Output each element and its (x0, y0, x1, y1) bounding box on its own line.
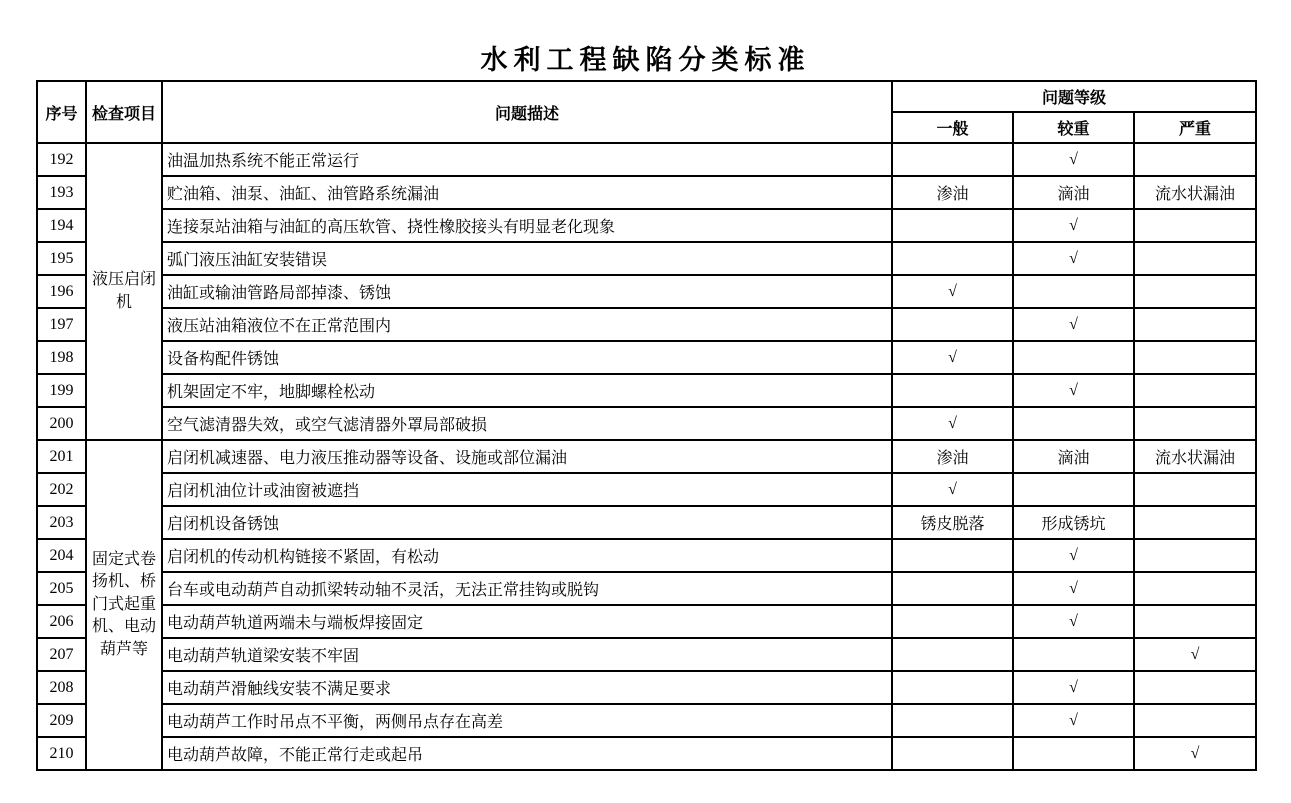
grade-serious-cell: 滴油 (1013, 440, 1134, 473)
description-cell: 电动葫芦故障，不能正常行走或起吊 (162, 737, 892, 770)
inspection-item-group-cell: 液压启闭机 (86, 143, 162, 440)
grade-severe-cell (1134, 407, 1256, 440)
row-no-cell: 194 (37, 209, 86, 242)
grade-severe-cell (1134, 704, 1256, 737)
column-header-inspection-item: 检查项目 (86, 81, 162, 143)
description-cell: 电动葫芦轨道梁安装不牢固 (162, 638, 892, 671)
page-title: 水利工程缺陷分类标准 (480, 45, 811, 75)
grade-serious-cell (1013, 341, 1134, 374)
table-row (37, 176, 1256, 209)
grade-general-cell (892, 242, 1013, 275)
table-row (37, 539, 1256, 572)
grade-severe-cell: 流水状漏油 (1134, 440, 1256, 473)
column-header-severe: 严重 (1134, 112, 1256, 143)
table-row (37, 671, 1256, 704)
table-row (37, 275, 1256, 308)
row-no-cell: 209 (37, 704, 86, 737)
description-cell: 连接泵站油箱与油缸的高压软管、挠性橡胶接头有明显老化现象 (162, 209, 892, 242)
grade-serious-cell: √ (1013, 143, 1134, 176)
grade-general-cell (892, 572, 1013, 605)
row-no-cell: 206 (37, 605, 86, 638)
grade-serious-cell: √ (1013, 605, 1134, 638)
table-header (37, 81, 1256, 143)
grade-serious-cell (1013, 473, 1134, 506)
description-cell: 空气滤清器失效，或空气滤清器外罩局部破损 (162, 407, 892, 440)
description-cell: 贮油箱、油泵、油缸、油管路系统漏油 (162, 176, 892, 209)
table-row (37, 374, 1256, 407)
table-row (37, 143, 1256, 176)
description-cell: 机架固定不牢，地脚螺栓松动 (162, 374, 892, 407)
row-no-cell: 204 (37, 539, 86, 572)
description-cell: 台车或电动葫芦自动抓梁转动轴不灵活，无法正常挂钩或脱钩 (162, 572, 892, 605)
column-header-grade-group: 问题等级 (892, 81, 1256, 112)
grade-general-cell (892, 704, 1013, 737)
grade-severe-cell (1134, 572, 1256, 605)
grade-serious-cell: √ (1013, 671, 1134, 704)
grade-severe-cell (1134, 506, 1256, 539)
grade-serious-cell: 滴油 (1013, 176, 1134, 209)
inspection-item-group-cell: 固定式卷扬机、桥门式起重机、电动葫芦等 (86, 440, 162, 770)
row-no-cell: 192 (37, 143, 86, 176)
grade-general-cell (892, 737, 1013, 770)
table-row (37, 506, 1256, 539)
row-no-cell: 207 (37, 638, 86, 671)
row-no-cell: 198 (37, 341, 86, 374)
table-row (37, 572, 1256, 605)
row-no-cell: 193 (37, 176, 86, 209)
grade-serious-cell: √ (1013, 374, 1134, 407)
grade-general-cell (892, 605, 1013, 638)
grade-general-cell (892, 374, 1013, 407)
grade-serious-cell (1013, 737, 1134, 770)
description-cell: 电动葫芦工作时吊点不平衡，两侧吊点存在高差 (162, 704, 892, 737)
column-header-description: 问题描述 (162, 81, 892, 143)
row-no-cell: 201 (37, 440, 86, 473)
table-row (37, 737, 1256, 770)
column-header-no: 序号 (37, 81, 86, 143)
table-row (37, 704, 1256, 737)
table-row (37, 242, 1256, 275)
grade-serious-cell: √ (1013, 308, 1134, 341)
row-no-cell: 205 (37, 572, 86, 605)
grade-serious-cell (1013, 638, 1134, 671)
grade-severe-cell (1134, 242, 1256, 275)
row-no-cell: 196 (37, 275, 86, 308)
grade-severe-cell (1134, 209, 1256, 242)
grade-serious-cell: √ (1013, 572, 1134, 605)
row-no-cell: 200 (37, 407, 86, 440)
grade-general-cell (892, 209, 1013, 242)
description-cell: 启闭机减速器、电力液压推动器等设备、设施或部位漏油 (162, 440, 892, 473)
grade-general-cell: √ (892, 341, 1013, 374)
row-no-cell: 203 (37, 506, 86, 539)
description-cell: 启闭机油位计或油窗被遮挡 (162, 473, 892, 506)
grade-general-cell: 渗油 (892, 176, 1013, 209)
grade-serious-cell: 形成锈坑 (1013, 506, 1134, 539)
grade-general-cell (892, 143, 1013, 176)
grade-serious-cell (1013, 407, 1134, 440)
grade-serious-cell: √ (1013, 704, 1134, 737)
grade-severe-cell (1134, 671, 1256, 704)
table-row (37, 473, 1256, 506)
row-no-cell: 195 (37, 242, 86, 275)
grade-serious-cell (1013, 275, 1134, 308)
description-cell: 弧门液压油缸安装错误 (162, 242, 892, 275)
grade-severe-cell (1134, 143, 1256, 176)
row-no-cell: 210 (37, 737, 86, 770)
grade-severe-cell (1134, 275, 1256, 308)
grade-general-cell: √ (892, 275, 1013, 308)
table-row (37, 440, 1256, 473)
defect-classification-table (36, 80, 1257, 771)
grade-severe-cell (1134, 473, 1256, 506)
grade-severe-cell: √ (1134, 737, 1256, 770)
row-no-cell: 208 (37, 671, 86, 704)
grade-severe-cell (1134, 374, 1256, 407)
grade-general-cell (892, 539, 1013, 572)
row-no-cell: 199 (37, 374, 86, 407)
column-header-serious: 较重 (1013, 112, 1134, 143)
table-row (37, 341, 1256, 374)
grade-general-cell: 渗油 (892, 440, 1013, 473)
description-cell: 启闭机设备锈蚀 (162, 506, 892, 539)
row-no-cell: 202 (37, 473, 86, 506)
description-cell: 油温加热系统不能正常运行 (162, 143, 892, 176)
grade-severe-cell: 流水状漏油 (1134, 176, 1256, 209)
grade-general-cell: √ (892, 407, 1013, 440)
grade-serious-cell: √ (1013, 539, 1134, 572)
table-row (37, 605, 1256, 638)
grade-general-cell: √ (892, 473, 1013, 506)
description-cell: 设备构配件锈蚀 (162, 341, 892, 374)
description-cell: 液压站油箱液位不在正常范围内 (162, 308, 892, 341)
grade-general-cell (892, 671, 1013, 704)
row-no-cell: 197 (37, 308, 86, 341)
description-cell: 油缸或输油管路局部掉漆、锈蚀 (162, 275, 892, 308)
grade-severe-cell: √ (1134, 638, 1256, 671)
table-row (37, 638, 1256, 671)
grade-severe-cell (1134, 341, 1256, 374)
grade-severe-cell (1134, 539, 1256, 572)
grade-general-cell: 锈皮脱落 (892, 506, 1013, 539)
grade-general-cell (892, 638, 1013, 671)
table-row (37, 209, 1256, 242)
description-cell: 电动葫芦滑触线安装不满足要求 (162, 671, 892, 704)
table-row (37, 407, 1256, 440)
table-row (37, 308, 1256, 341)
grade-serious-cell: √ (1013, 209, 1134, 242)
grade-severe-cell (1134, 605, 1256, 638)
description-cell: 启闭机的传动机构链接不紧固，有松动 (162, 539, 892, 572)
column-header-general: 一般 (892, 112, 1013, 143)
grade-severe-cell (1134, 308, 1256, 341)
description-cell: 电动葫芦轨道两端未与端板焊接固定 (162, 605, 892, 638)
grade-serious-cell: √ (1013, 242, 1134, 275)
grade-general-cell (892, 308, 1013, 341)
